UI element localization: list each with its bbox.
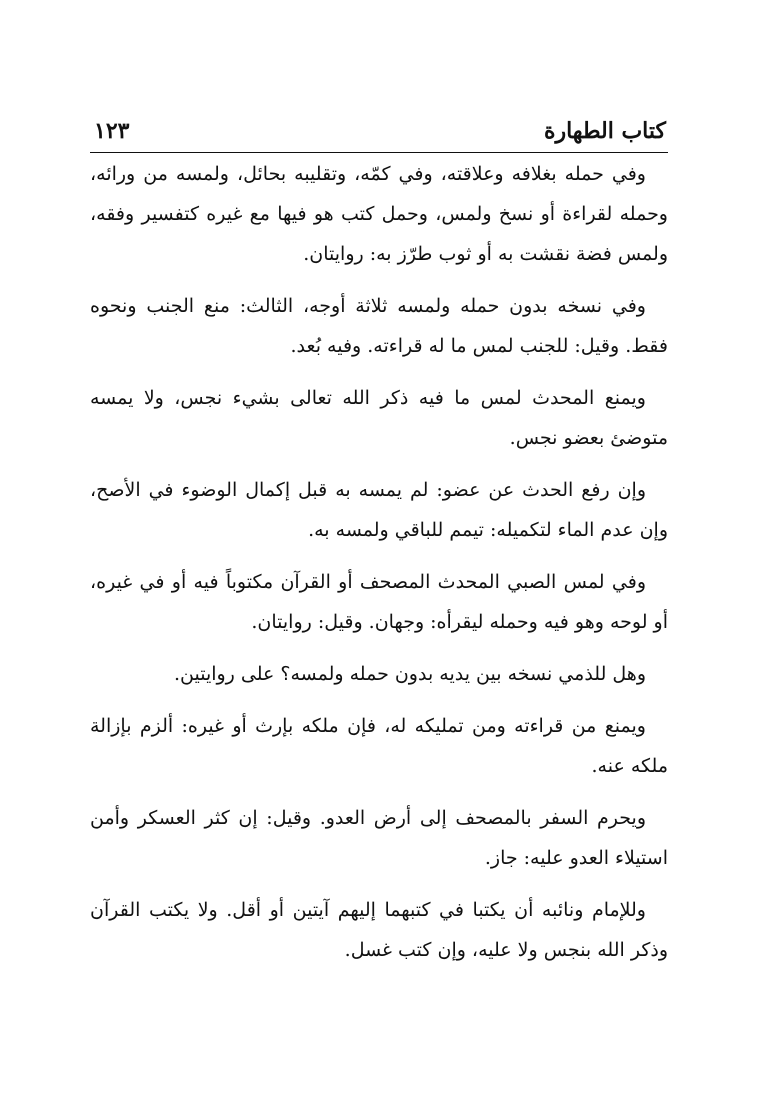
paragraph: وفي لمس الصبي المحدث المصحف أو القرآن مكتوباً فيه أو في غيره، أو لوحه وهو فيه وحمله ليقرأه: وجهان. وقيل: روايتان. bbox=[90, 571, 668, 633]
paragraph: ويمنع من قراءته ومن تمليكه له، فإن ملكه بإرث أو غيره: ألزم بإزالة ملكه عنه. bbox=[90, 715, 668, 777]
paragraph: وللإمام ونائبه أن يكتبا في كتبهما إليهم آيتين أو أقل. ولا يكتب القرآن وذكر الله بنجس ولا عليه، وإن كتب غسل. bbox=[90, 899, 668, 961]
paragraph: وفي نسخه بدون حمله ولمسه ثلاثة أوجه، الثالث: منع الجنب ونحوه فقط. وقيل: للجنب لمس ما له قراءته. وفيه بُعد. bbox=[90, 295, 668, 357]
page-number: ١٢٣ bbox=[94, 118, 130, 144]
paragraph: وهل للذمي نسخه بين يديه بدون حمله ولمسه؟ على روايتين. bbox=[173, 663, 646, 685]
paragraph: ويمنع المحدث لمس ما فيه ذكر الله تعالى بشيء نجس، ولا يمسه متوضئ بعضو نجس. bbox=[90, 387, 668, 449]
paragraph: وفي حمله بغلافه وعلاقته، وفي كمّه، وتقليبه بحائل، ولمسه من ورائه، وحمله لقراءة أو نسخ ولمس، وحمل كتب هو فيها مع غيره كتفسير وفقه، ولمس فضة نقشت به أو ثوب طرّز به: روايتان. bbox=[90, 163, 668, 265]
body-text bbox=[90, 154, 668, 970]
chapter-title: كتاب الطهارة bbox=[543, 118, 666, 144]
page-header bbox=[90, 112, 668, 153]
paragraph: وإن رفع الحدث عن عضو: لم يمسه به قبل إكمال الوضوء في الأصح، وإن عدم الماء لتكميله: تيمم للباقي ولمسه به. bbox=[90, 479, 668, 541]
paragraph: ويحرم السفر بالمصحف إلى أرض العدو. وقيل: إن كثر العسكر وأمن استيلاء العدو عليه: جاز. bbox=[90, 807, 668, 869]
